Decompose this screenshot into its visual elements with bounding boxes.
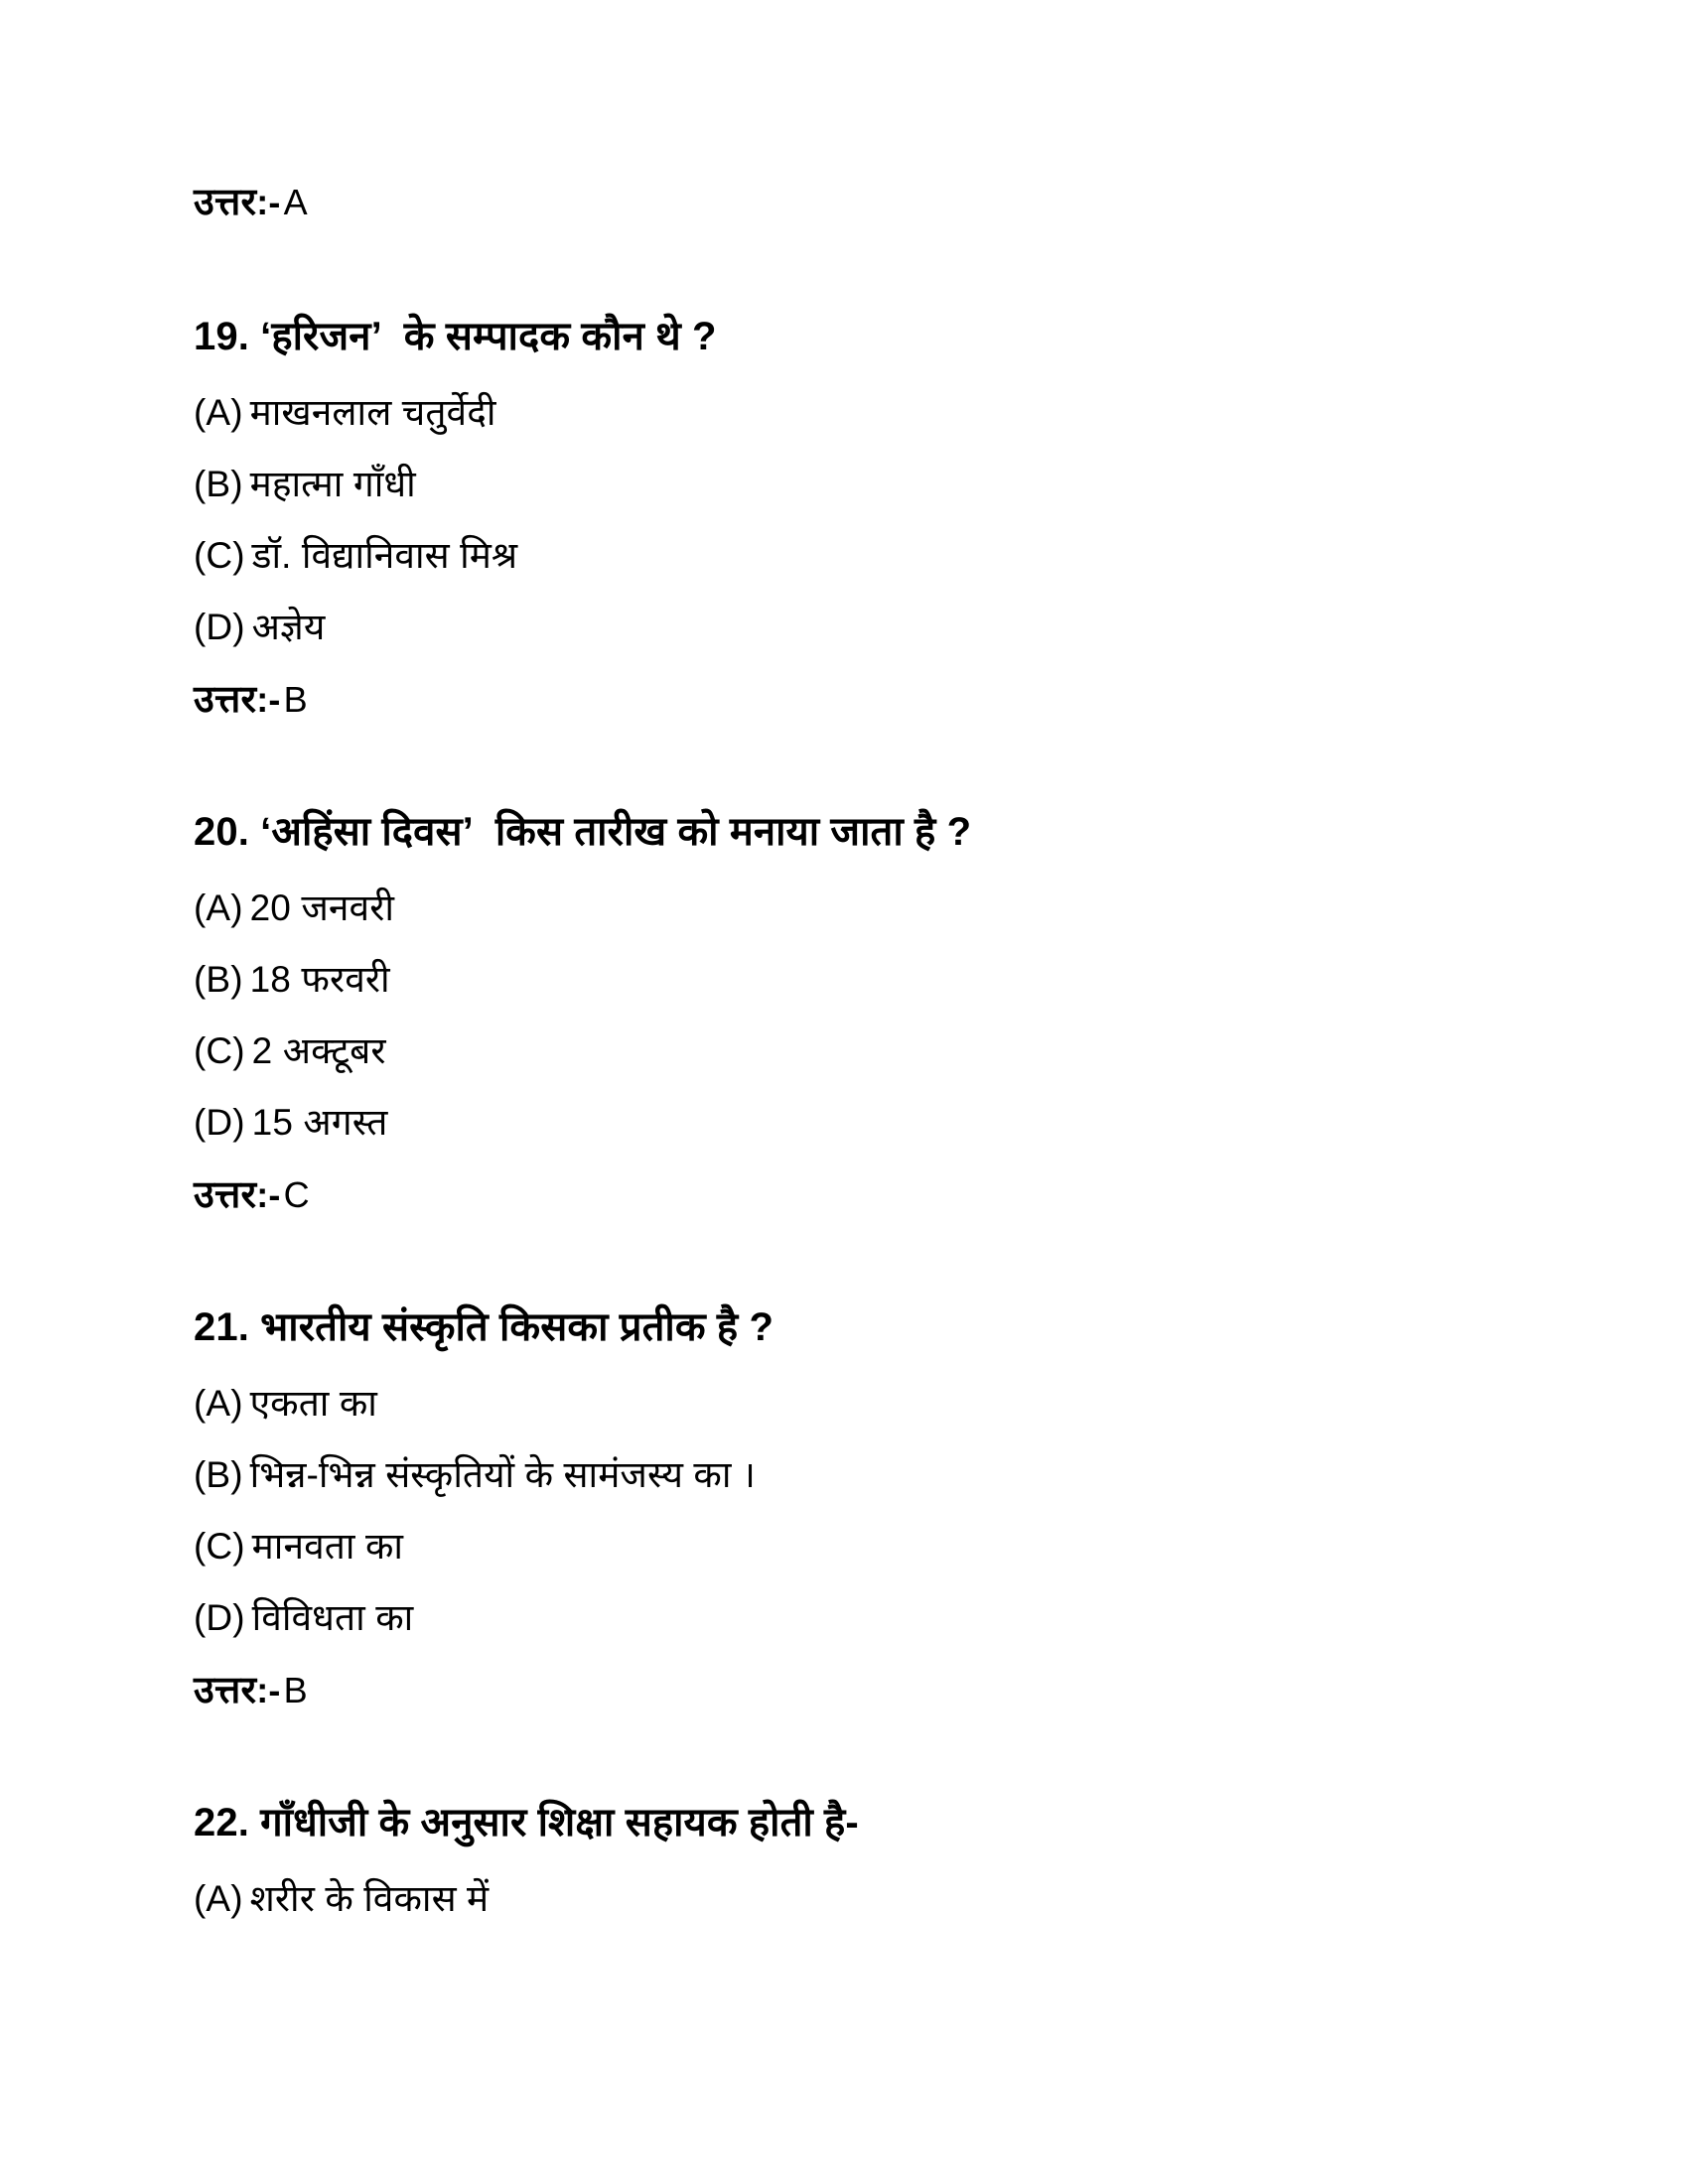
question-heading-21 — [194, 1307, 1519, 1347]
answer-line-19 — [194, 681, 1519, 719]
question-number-19: 19. — [194, 315, 249, 358]
answer-value: B — [283, 1670, 308, 1710]
question-number-20: 20. — [194, 810, 249, 854]
answer-separator: :- — [256, 679, 281, 720]
option-text: 2 अक्टूबर — [251, 1030, 386, 1071]
option-d-20[interactable] — [194, 1104, 1519, 1141]
option-text: विविधता का — [251, 1597, 414, 1638]
answer-value: B — [283, 679, 308, 720]
option-b-19[interactable] — [194, 466, 1519, 502]
option-letter: (C) — [194, 535, 245, 576]
answer-label: उत्तर — [194, 679, 257, 721]
option-letter: (A) — [194, 887, 243, 928]
options-list-22 — [194, 1880, 1519, 1917]
answer-value: A — [283, 182, 308, 222]
question-title-quoted-20: ‘अहिंसा दिवस’ — [260, 810, 474, 854]
option-text: मानवता का — [251, 1526, 404, 1567]
option-letter: (A) — [194, 1383, 243, 1424]
question-block-21 — [194, 1307, 1519, 1709]
option-text: भिन्न-भिन्न संस्कृतियों के सामंजस्य का । — [249, 1454, 757, 1495]
option-letter: (C) — [194, 1526, 245, 1567]
answer-label: उत्तर — [194, 1670, 257, 1711]
option-letter: (D) — [194, 607, 245, 647]
option-letter: (B) — [194, 1454, 243, 1495]
question-heading-20 — [194, 812, 1519, 852]
option-c-20[interactable] — [194, 1032, 1519, 1069]
question-number-21: 21. — [194, 1305, 249, 1349]
options-list-19 — [194, 394, 1519, 645]
question-number-22: 22. — [194, 1801, 249, 1844]
option-letter: (D) — [194, 1102, 245, 1143]
options-list-20 — [194, 889, 1519, 1141]
option-a-19[interactable] — [194, 394, 1519, 431]
question-title-quoted-19: ‘हरिजन’ — [260, 315, 382, 358]
option-d-19[interactable] — [194, 609, 1519, 645]
question-block-20 — [194, 812, 1519, 1214]
answer-separator: :- — [256, 182, 281, 222]
option-b-21[interactable] — [194, 1456, 1519, 1493]
options-list-21 — [194, 1385, 1519, 1636]
answer-line-top — [194, 184, 1519, 221]
option-text: महात्मा गाँधी — [249, 464, 416, 504]
option-text: 15 अगस्त — [251, 1102, 388, 1143]
option-a-21[interactable] — [194, 1385, 1519, 1422]
option-text: डॉ. विद्यानिवास मिश्र — [251, 535, 518, 576]
answer-label: उत्तर — [194, 1174, 257, 1216]
question-title-rest-19: के सम्पादक कौन थे ? — [403, 315, 717, 358]
question-block-22 — [194, 1803, 1519, 1917]
option-text: 20 जनवरी — [249, 887, 395, 928]
question-title-21: भारतीय संस्कृति किसका प्रतीक है ? — [260, 1305, 774, 1349]
option-text: अज्ञेय — [251, 607, 326, 647]
question-title-rest-20: किस तारीख को मनाया जाता है ? — [494, 810, 972, 854]
answer-line-21 — [194, 1672, 1519, 1709]
option-d-21[interactable] — [194, 1599, 1519, 1636]
option-letter: (B) — [194, 464, 243, 504]
option-letter: (D) — [194, 1597, 245, 1638]
option-b-20[interactable] — [194, 961, 1519, 998]
option-letter: (A) — [194, 1878, 243, 1919]
option-text: माखनलाल चतुर्वेदी — [249, 392, 496, 433]
option-letter: (B) — [194, 959, 243, 1000]
question-block-19 — [194, 317, 1519, 719]
option-letter: (C) — [194, 1030, 245, 1071]
option-a-20[interactable] — [194, 889, 1519, 926]
answer-label: उत्तर — [194, 182, 257, 223]
option-text: एकता का — [249, 1383, 377, 1424]
answer-separator: :- — [256, 1174, 281, 1215]
option-a-22[interactable] — [194, 1880, 1519, 1917]
question-heading-19 — [194, 317, 1519, 356]
option-text: 18 फरवरी — [249, 959, 390, 1000]
question-heading-22 — [194, 1803, 1519, 1843]
option-letter: (A) — [194, 392, 243, 433]
option-c-21[interactable] — [194, 1528, 1519, 1565]
answer-separator: :- — [256, 1670, 281, 1710]
option-text: शरीर के विकास में — [249, 1878, 490, 1919]
option-c-19[interactable] — [194, 537, 1519, 574]
question-title-22: गाँधीजी के अनुसार शिक्षा सहायक होती है- — [260, 1801, 859, 1844]
answer-line-20 — [194, 1176, 1519, 1214]
answer-value: C — [283, 1174, 310, 1215]
